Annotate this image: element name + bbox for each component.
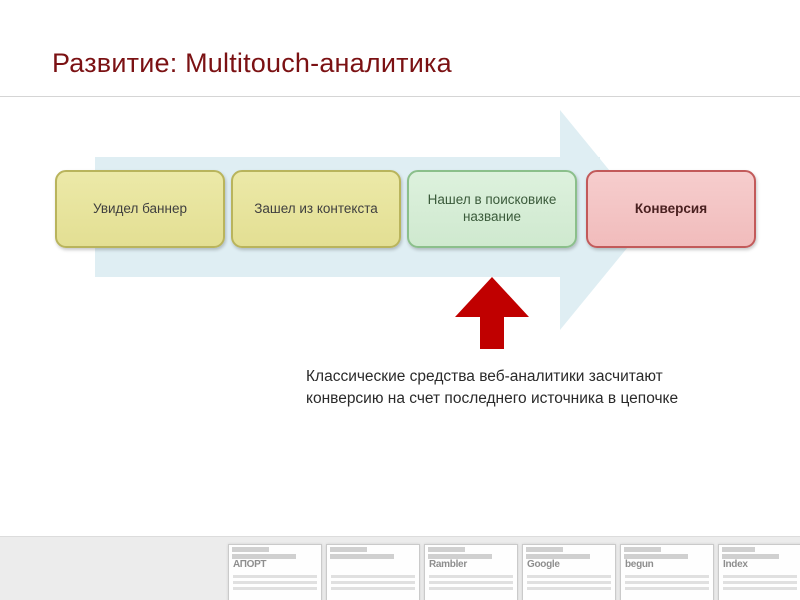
thumbnail-bar [526,547,563,552]
stage-box-saw-banner [55,170,225,248]
thumbnail-bar [624,547,661,552]
thumbnail-site [718,544,800,600]
page-title: Развитие: Multitouch-аналитика [52,48,452,78]
title-divider [0,96,800,97]
stage-label: Зашел из контекста [254,200,378,216]
thumbnail-site [424,544,518,600]
thumbnail-site [326,544,420,600]
thumbnail-lines [331,575,415,593]
thumbnail-bar [330,554,394,559]
multitouch-diagram [0,105,800,345]
up-arrow-icon [455,277,529,349]
thumbnail-lines [723,575,797,593]
thumbnail-brand-label: Rambler [429,559,467,570]
thumbnail-brand-label: Google [527,559,560,570]
thumbnail-site [522,544,616,600]
thumbnail-brand-label: Index [723,559,748,570]
thumbnail-bar [232,547,269,552]
stage-label: Нашел в поисковике название [427,192,557,224]
up-arrow-shaft-icon [480,316,504,349]
thumbnail-site [228,544,322,600]
thumbnail-lines [233,575,317,593]
thumbnail-bar [330,547,367,552]
stage-box-from-context [231,170,401,248]
stage-box-conversion [586,170,756,248]
stage-label: Увидел баннер [93,200,187,216]
stage-label: Конверсия [634,200,708,216]
thumbnail-bar [428,547,465,552]
up-arrow-head-icon [455,277,529,317]
thumbnail-bar [722,547,755,552]
thumbnail-brand-label: АПОРТ [233,559,267,570]
stage-box-search-by-name [407,170,577,248]
thumbnail-lines [527,575,611,593]
diagram-caption: Классические средства веб-аналитики засчитают конверсию на счет последнего источника в цепочке [306,368,679,408]
footer-screenshot-strip [0,536,800,600]
thumbnail-lines [429,575,513,593]
thumbnail-lines [625,575,709,593]
thumbnail-brand-label: begun [625,559,654,570]
thumbnail-site [620,544,714,600]
